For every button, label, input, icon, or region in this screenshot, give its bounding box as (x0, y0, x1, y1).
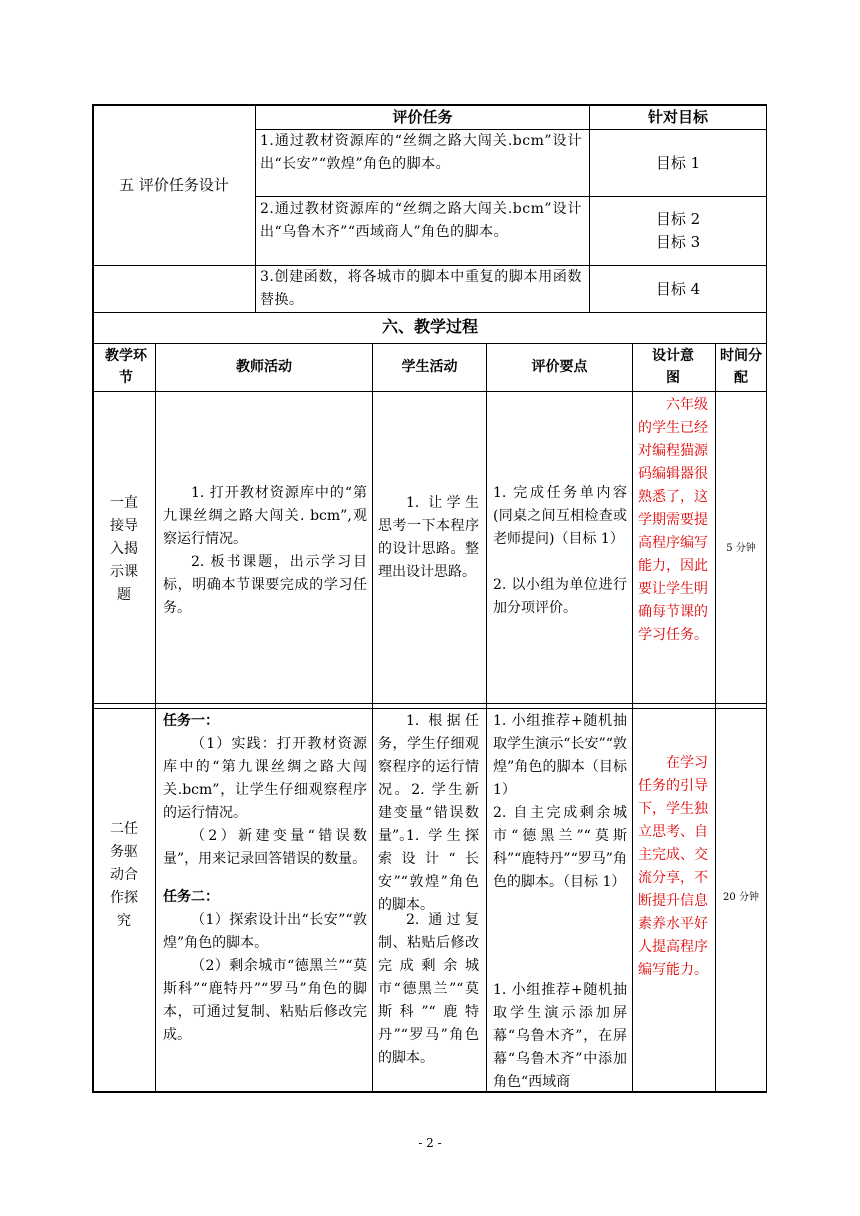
header-stage: 教学环节 (105, 348, 147, 386)
process-title: 六、教学过程 (381, 317, 478, 336)
row1-teacher-1: 1. 打开教材资源库中的“第九课丝绸之路大闯关. bcm”,观察运行情况。 (163, 485, 367, 547)
row1-eval-1: 1. 完成任务单内容(同桌之间互相检查或老师提问)（目标 1） (493, 485, 627, 547)
eval-task-3: 3.创建函数，将各城市的脚本中重复的脚本用函数替换。 (260, 269, 582, 308)
eval-row-label: 五 评价任务设计 (119, 176, 229, 194)
header-student: 学生活动 (401, 359, 458, 375)
row2-eval-2: 2. 自主完成剩余城市“德黑兰”“莫斯科”“鹿特丹”“罗马”角色的脚本。（目标 1） (493, 805, 627, 890)
eval-task-2: 2.通过教材资源库的“丝绸之路大闯关.bcm”设计出“乌鲁木齐”“西域商人”角色的脚本。 (260, 201, 582, 240)
eval-target-1: 目标 1 (655, 154, 701, 172)
eval-target-4: 目标 4 (655, 280, 701, 298)
row2-teacher-2: （2）新建变量“错误数量”，用来记录回答错误的数量。 (163, 828, 367, 867)
row1-eval-2: 2. 以小组为单位进行加分项评价。 (493, 577, 627, 616)
row1-teacher-2: 2. 板书课题，出示学习目标，明确本节课要完成的学习任务。 (163, 554, 367, 616)
header-teacher: 教师活动 (236, 359, 292, 375)
row2-eval-3: 1. 小组推荐+随机抽取学生演示添加屏幕“乌鲁木齐”，在屏幕“乌鲁木齐”中添加角色“西域商 (493, 982, 627, 1090)
eval-target-3: 目标 3 (655, 233, 701, 251)
header-eval: 评价要点 (531, 359, 588, 375)
row2-teacher-3: （1）探索设计出“长安”“敦煌”角色的脚本。 (163, 912, 367, 951)
row2-student-2: 1. 学生探索设计“长安”“敦煌”角色的脚本。 (378, 828, 479, 913)
row2-teacher-1: （1）实践：打开教材资源库中的“第九课丝绸之路大闯关.bcm”，让学生仔细观察程序的运行情况。 (163, 736, 367, 821)
row1-student: 1. 让学生思考一下本程序的设计思路。整理出设计思路。 (378, 495, 479, 580)
eval-task-1: 1.通过教材资源库的“丝绸之路大闯关.bcm”设计出“长安”“敦煌”角色的脚本。 (260, 133, 582, 172)
header-time: 时间分配 (720, 348, 762, 386)
eval-target-2: 目标 2 (655, 210, 701, 228)
eval-header-task: 评价任务 (392, 108, 453, 126)
row2-time: 20 分钟 (723, 892, 759, 903)
row2-student-1: 1. 根据任务，学生仔细观察程序的运行情况。2. 学生新建变量“错误数量”。 (378, 713, 479, 844)
page-number: - 2 - (418, 1136, 442, 1150)
row2-teacher-task1: 任务一： (163, 713, 219, 729)
row2-student-3: 2. 通过复制、粘贴后修改完成剩余城市“德黑兰”“莫斯科”“鹿特丹”“罗马”角色的脚本。 (378, 912, 479, 1066)
header-design: 设计意图 (652, 348, 694, 386)
row1-stage: 一直接导入揭示课题 (110, 495, 138, 603)
row2-teacher-task2: 任务二： (163, 889, 219, 905)
row2-stage: 二任务驱动合作探究 (110, 821, 138, 929)
eval-header-target: 针对目标 (647, 108, 708, 126)
row1-time: 5 分钟 (726, 543, 756, 554)
row1-design: 六年级的学生已经对编程猫源码编辑器很熟悉了，这学期需要提高程序编写能力，因此要让学生明确每节课的学习任务。 (638, 397, 708, 643)
row2-design: 在学习任务的引导下，学生独立思考、自主完成、交流分享，不断提升信息素养水平好人提高程序编写能力。 (638, 755, 708, 978)
row2-teacher-4: （2）剩余城市“德黑兰”“莫斯科”“鹿特丹”“罗马”角色的脚本，可通过复制、粘贴后修改完成。 (163, 958, 367, 1043)
row2-eval-1: 1. 小组推荐+随机抽取学生演示“长安”“敦煌”角色的脚本（目标 1） (493, 713, 627, 798)
